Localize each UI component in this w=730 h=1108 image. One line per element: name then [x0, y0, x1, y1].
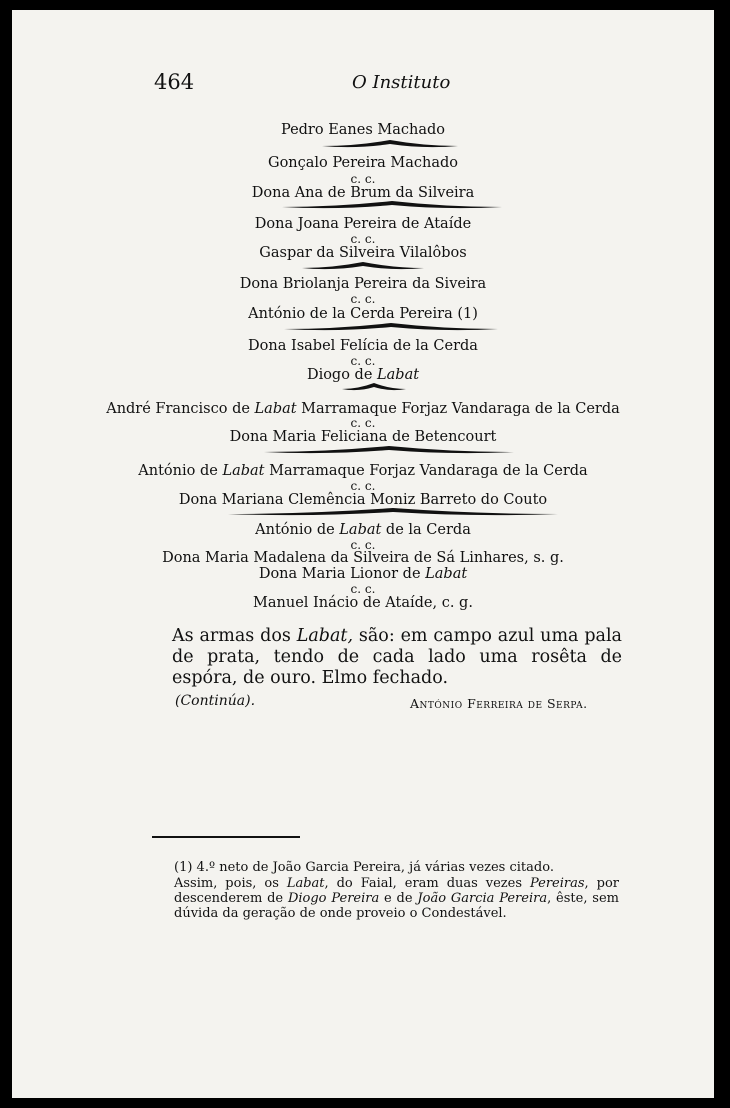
footnote-line: (1) 4.º neto de João Garcia Pereira, já várias vezes citado.	[174, 860, 554, 875]
brace-divider	[300, 260, 426, 272]
brace-divider	[280, 199, 504, 211]
genealogy-line: António de Labat Marramaque Forjaz Vandaraga de la Cerda	[138, 463, 588, 479]
coat-of-arms-paragraph: As armas dos Labat, são: em campo azul uma pala de prata, tendo de cada lado uma rosêta de espóra, de ouro. Elmo fechado.	[172, 626, 622, 688]
genealogy-line: Dona Briolanja Pereira da Siveira	[239, 276, 487, 292]
genealogy-line: Gaspar da Silveira Vilalôbos	[259, 245, 467, 261]
genealogy-line: António de Labat de la Cerda	[255, 522, 471, 538]
genealogy-line: Dona Maria Feliciana de Betencourt	[229, 429, 497, 445]
running-head: O Instituto	[352, 72, 451, 93]
genealogy-line: André Francisco de Labat Marramaque Forjaz Vandaraga de la Cerda	[106, 401, 620, 417]
genealogy-cc: c. c.	[350, 538, 376, 552]
genealogy-line: Dona Mariana Clemência Moniz Barreto do Couto	[178, 492, 548, 508]
genealogy-cc: c. c.	[350, 582, 376, 596]
brace-divider	[226, 506, 560, 518]
genealogy-cc: c. c.	[350, 232, 376, 246]
genealogy-line: Dona Maria Madalena da Silveira de Sá Linhares, s. g.	[162, 550, 564, 566]
page-number: 464	[154, 70, 195, 94]
genealogy-line: Pedro Eanes Machado	[280, 122, 446, 138]
footnote-paragraph: Assim, pois, os Labat, do Faial, eram duas vezes Pereiras, por descenderem de Diogo Pereira e de João Garcia Pereira, êste, sem dúvida da geração de onde proveio o Condestável.	[174, 876, 619, 921]
brace-divider	[320, 138, 460, 150]
brace-divider	[282, 321, 500, 333]
continua-note: (Continúa).	[175, 693, 256, 709]
genealogy-cc: c. c.	[350, 354, 376, 368]
brace-divider	[262, 444, 516, 456]
genealogy-line: Dona Isabel Felícia de la Cerda	[248, 338, 478, 354]
genealogy-line: Gonçalo Pereira Machado	[267, 155, 459, 171]
genealogy-line: Dona Maria Lionor de Labat	[258, 566, 468, 582]
brace-divider	[340, 381, 408, 393]
genealogy-line: Dona Ana de Brum da Silveira	[251, 185, 475, 201]
genealogy-line: Dona Joana Pereira de Ataíde	[254, 216, 472, 232]
genealogy-cc: c. c.	[350, 172, 376, 186]
genealogy-line: Diogo de Labat	[306, 367, 420, 383]
document-page	[12, 10, 714, 1098]
footnote-rule	[152, 836, 300, 838]
author-signature: António Ferreira de Serpa.	[410, 696, 588, 711]
genealogy-cc: c. c.	[350, 479, 376, 493]
genealogy-cc: c. c.	[350, 416, 376, 430]
genealogy-line: Manuel Inácio de Ataíde, c. g.	[253, 595, 473, 611]
genealogy-line: António de la Cerda Pereira (1)	[248, 306, 478, 322]
genealogy-cc: c. c.	[350, 292, 376, 306]
